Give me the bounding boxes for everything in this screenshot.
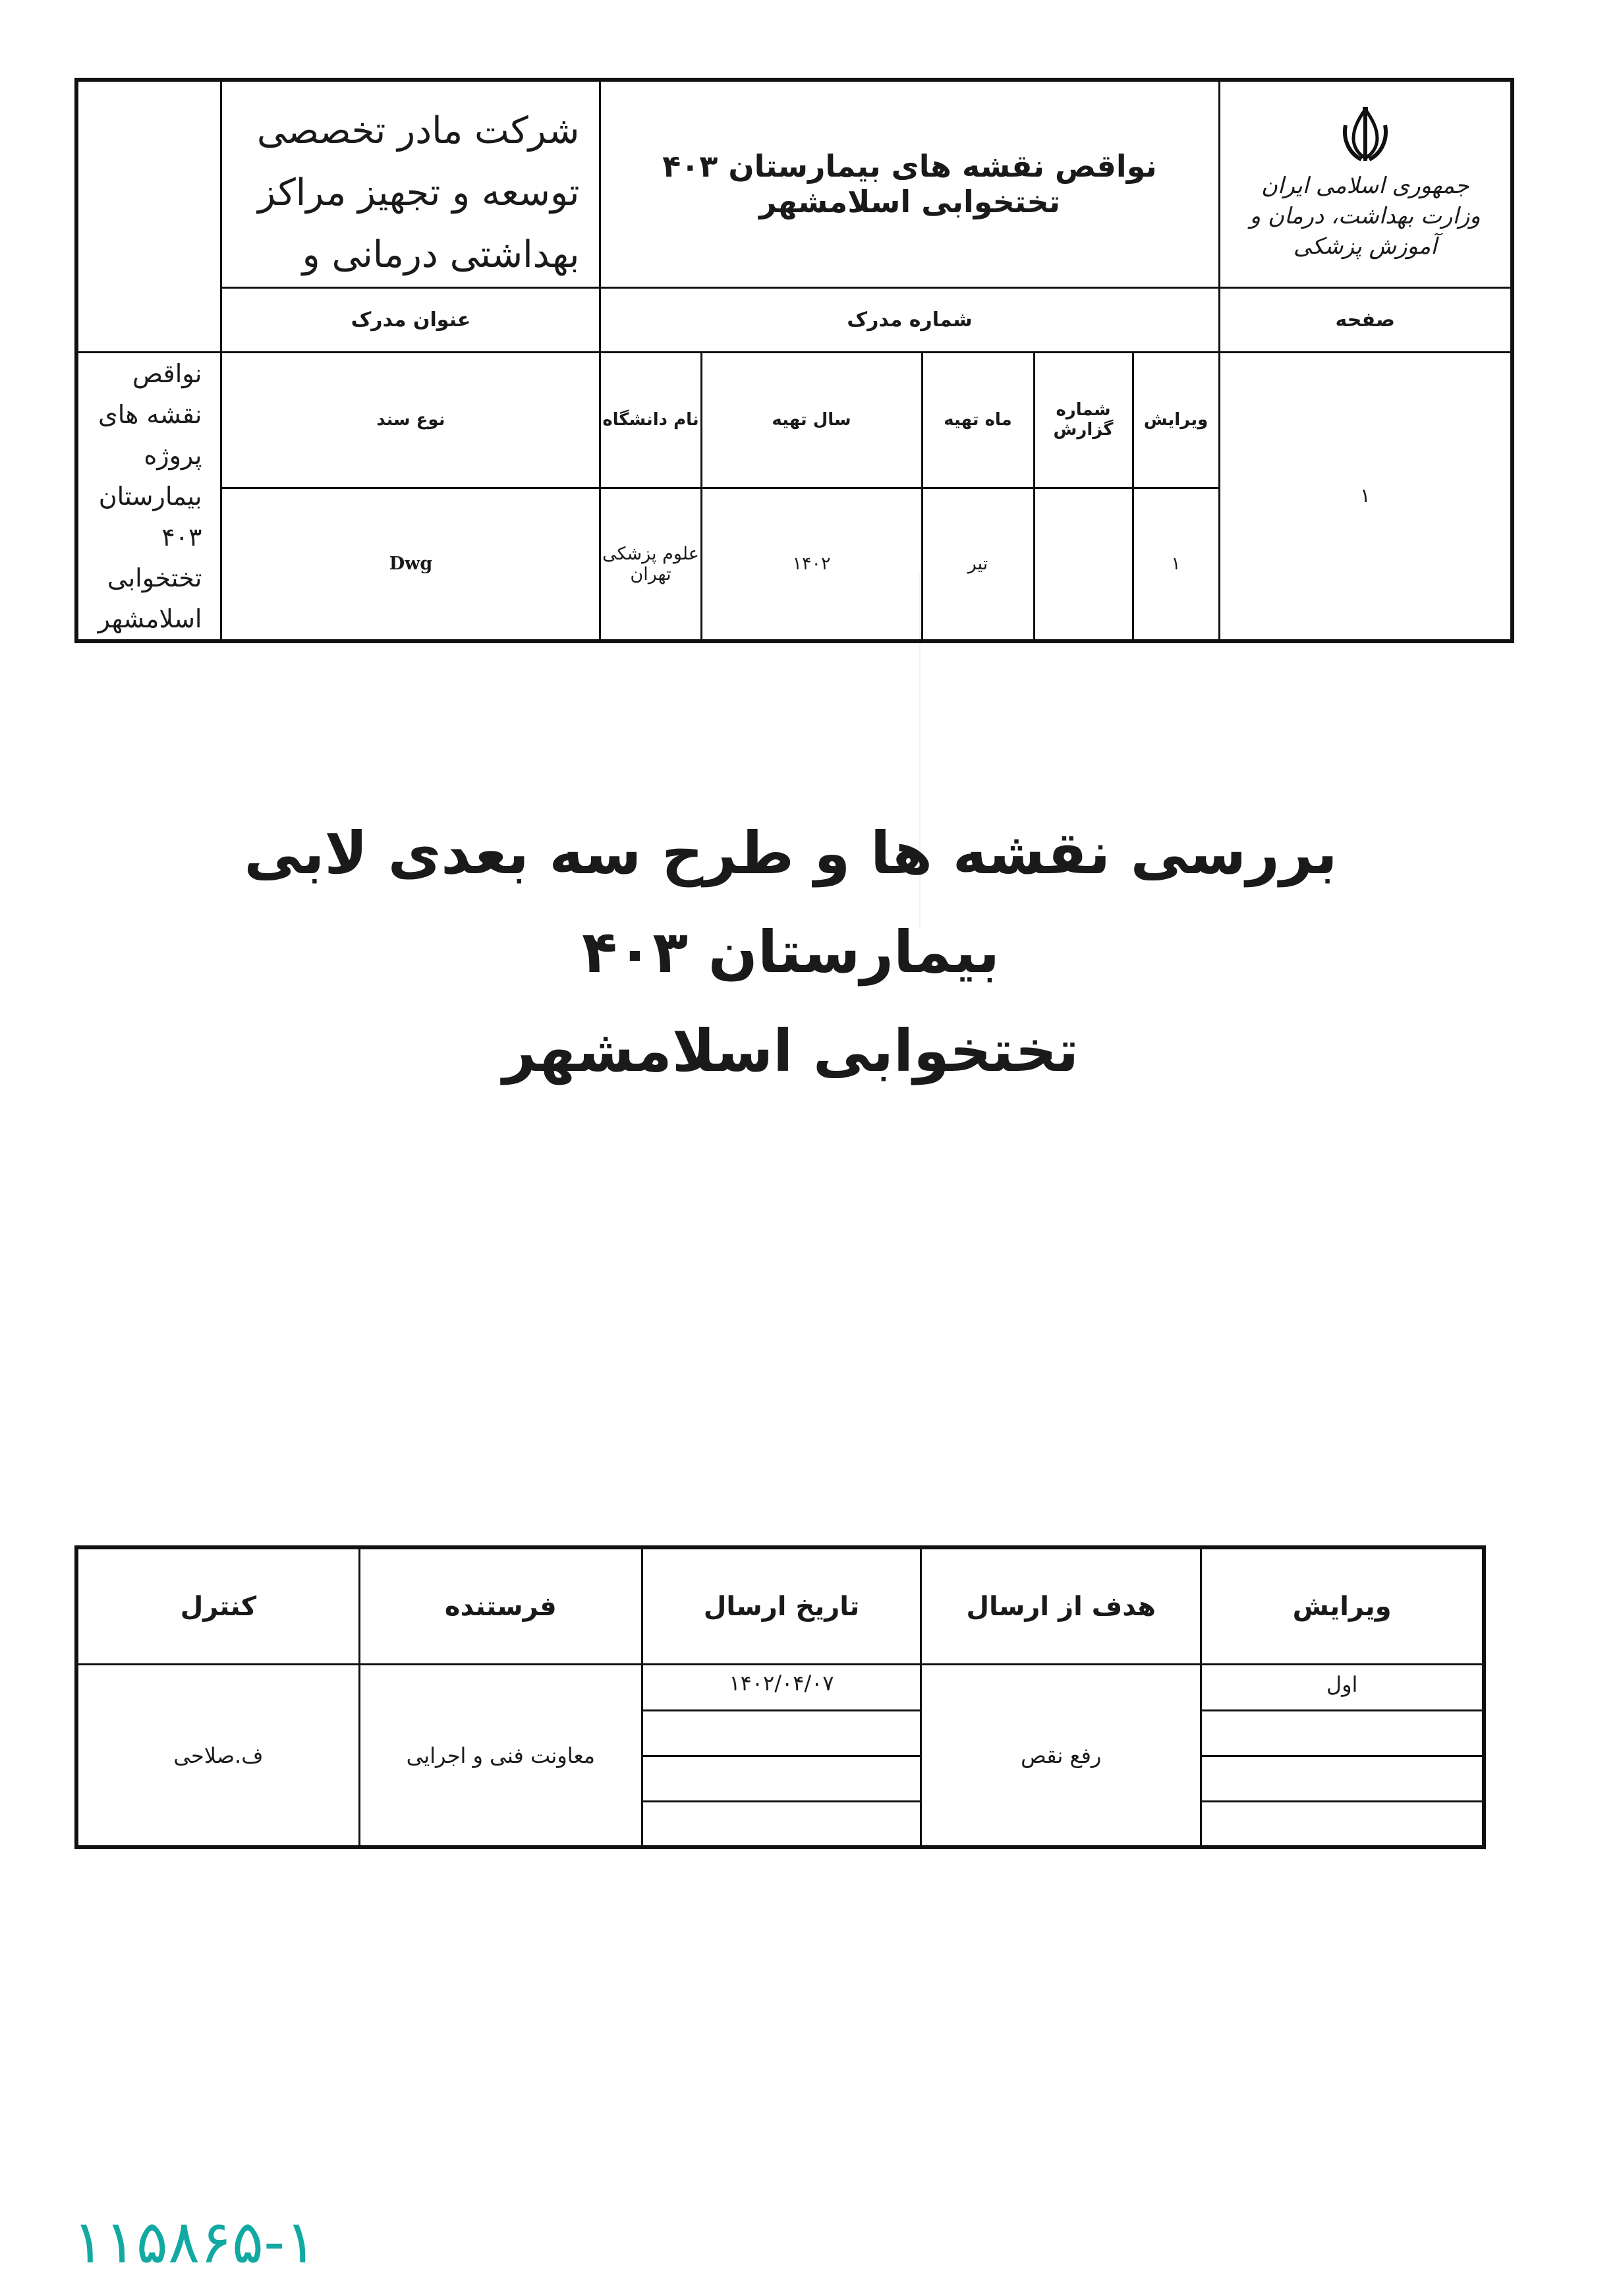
col-month: ماه تهیه [922, 352, 1034, 488]
col-year: سال تهیه [701, 352, 922, 488]
transmittal-table [74, 1545, 1486, 1849]
header-send-date: تاریخ ارسال [642, 1547, 921, 1665]
date-empty-row [642, 1802, 921, 1847]
year-value: ۱۴۰۲ [701, 488, 922, 641]
edition-empty-row [1201, 1756, 1484, 1801]
handwritten-file-number: ۱۱۵۸۶۵-۱ [72, 2208, 317, 2277]
company-line-3: بهداشتی درمانی و [302, 233, 580, 276]
col-edition: ویرایش [1133, 352, 1219, 488]
month-value: تیر [922, 488, 1034, 641]
doc-title-label: عنوان مدرک [221, 287, 600, 352]
col-doc-type: نوع سند [221, 352, 600, 488]
doc-title-line-2: ۴۰۳ تختخوابی اسلامشهر [98, 522, 202, 633]
edition-empty-row [1201, 1710, 1484, 1756]
ministry-line-2: وزارت بهداشت، درمان و آموزش پزشکی [1249, 203, 1481, 260]
ministry-logo-cell [1219, 80, 1512, 287]
doc-title-line-1: نواقص نقشه های پروژه بیمارستان [98, 359, 202, 511]
date-empty-row [642, 1756, 921, 1801]
document-header-table [74, 78, 1514, 643]
doc-number-label: شماره مدرک [600, 287, 1219, 352]
header-edition: ویرایش [1201, 1547, 1484, 1665]
company-name-cell [221, 80, 600, 287]
header-sender: فرستنده [359, 1547, 642, 1665]
header-title: نواقص نقشه های بیمارستان ۴۰۳ تختخوابی اسلامشهر [600, 80, 1219, 287]
control-value: ف.صلاحی [76, 1665, 359, 1847]
col-report-number: شماره گزارش [1034, 352, 1133, 488]
main-title-line-2: تختخوابی اسلامشهر [502, 1017, 1079, 1085]
company-line-1: شرکت مادر تخصصی [256, 109, 580, 152]
sender-value: معاونت فنی و اجرایی [359, 1665, 642, 1847]
iran-emblem-icon [1339, 105, 1392, 165]
edition-value: ۱ [1133, 488, 1219, 641]
edition-empty-row [1201, 1802, 1484, 1847]
page-label: صفحه [1219, 287, 1512, 352]
company-line-2: توسعه و تجهیز مراکز [258, 171, 580, 214]
col-university: نام دانشگاه [600, 352, 701, 488]
ministry-line-1: جمهوری اسلامی ایران [1261, 173, 1469, 200]
university-value: علوم پزشکی تهران [600, 488, 701, 641]
header-control: کنترل [76, 1547, 359, 1665]
purpose-value: رفع نقص [921, 1665, 1201, 1847]
main-title-line-1: بررسی نقشه ها و طرح سه بعدی لابی بیمارستان ۴۰۳ [244, 819, 1338, 986]
date-empty-row [642, 1710, 921, 1756]
page-number: ۱ [1219, 352, 1512, 641]
header-purpose: هدف از ارسال [921, 1547, 1201, 1665]
doc-title-value [76, 352, 221, 641]
edition-value: اول [1201, 1665, 1484, 1710]
report-number-value [1034, 488, 1133, 641]
main-title [99, 804, 1483, 1101]
send-date-value: ۱۴۰۲/۰۴/۰۷ [642, 1665, 921, 1710]
doc-type-value: Dwg [221, 488, 600, 641]
